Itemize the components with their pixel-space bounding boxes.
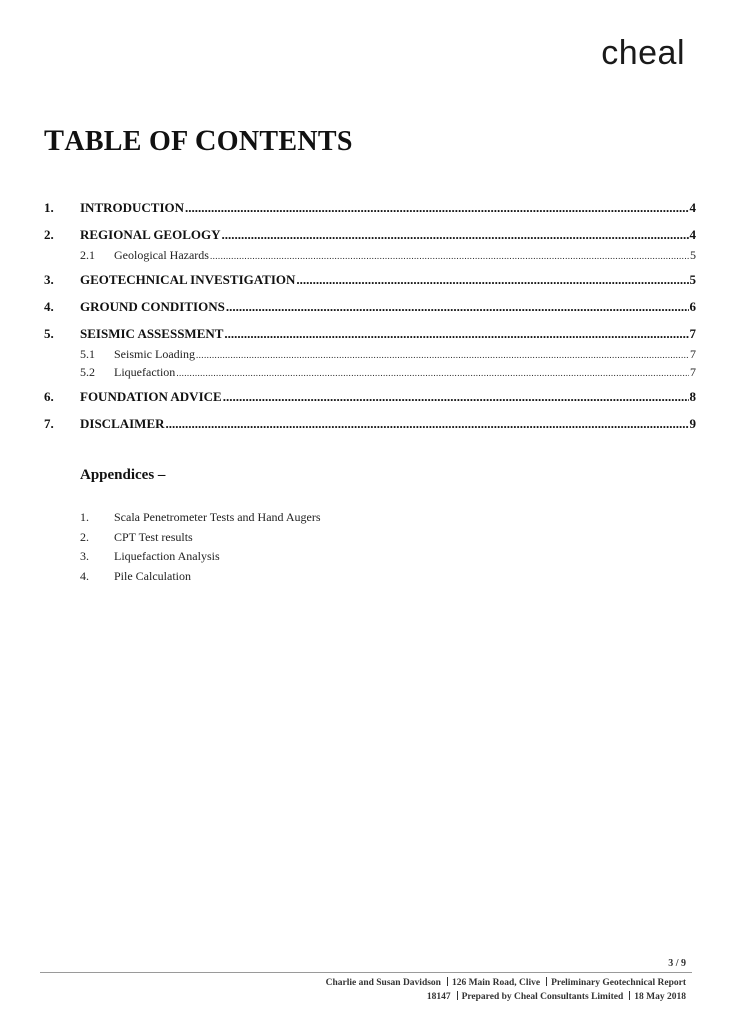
appendix-item (80, 530, 321, 550)
title-initial-2: C (194, 124, 217, 157)
toc-subentry-label: Liquefaction (114, 365, 176, 379)
appendix-item (80, 569, 321, 589)
toc-entry-number: 3. (44, 272, 54, 287)
toc-entry-page: 9 (689, 416, 696, 431)
toc-entry-number: 5. (44, 326, 54, 341)
toc-entry-label: REGIONAL GEOLOGY (80, 227, 221, 242)
toc-entry-label: DISCLAIMER (80, 416, 165, 431)
footer-address: 126 Main Road, Clive (451, 978, 541, 988)
appendix-number: 3. (80, 549, 89, 564)
toc-subentry-label: Seismic Loading (114, 347, 195, 361)
toc-entry-page: 4 (689, 200, 696, 215)
toc-subentry-label: Geological Hazards (114, 248, 209, 262)
toc-entry-number: 7. (44, 416, 54, 431)
title-rest: ABLE OF (64, 126, 195, 157)
title-initial: T (44, 124, 65, 157)
toc-entry-number: 2. (44, 227, 54, 242)
toc-entry-label: INTRODUCTION (80, 200, 185, 215)
toc-leader-dots (176, 368, 689, 378)
appendix-label: Pile Calculation (114, 569, 191, 584)
toc-subentry[interactable] (44, 347, 696, 364)
toc-entry-label: GROUND CONDITIONS (80, 299, 225, 314)
toc-leader-dots (296, 272, 688, 288)
toc-subentry-number: 5.1 (80, 347, 95, 361)
toc-entry-page: 6 (689, 299, 696, 314)
toc-entry-page: 8 (689, 389, 696, 404)
toc-entry-number: 4. (44, 299, 54, 314)
appendix-label: Liquefaction Analysis (114, 549, 220, 564)
toc-leader-dots (223, 389, 689, 405)
toc-leader-dots (196, 350, 689, 360)
toc-entry-number: 6. (44, 389, 54, 404)
toc-entry-page: 4 (689, 227, 696, 242)
toc-entry-number: 1. (44, 200, 54, 215)
toc-entry-label: SEISMIC ASSESSMENT (80, 326, 224, 341)
toc-entry[interactable] (44, 200, 696, 218)
toc-subentry-page: 7 (690, 347, 696, 361)
appendix-number: 4. (80, 569, 89, 584)
toc-entry-page: 7 (689, 326, 696, 341)
page-title (44, 124, 353, 158)
footer-client: Charlie and Susan Davidson (325, 978, 441, 988)
toc-entry[interactable] (44, 299, 696, 317)
table-of-contents (44, 200, 696, 443)
toc-subentry-page: 7 (690, 365, 696, 379)
toc-subentry-page: 5 (690, 248, 696, 262)
footer-separator (457, 991, 458, 1000)
appendix-label: CPT Test results (114, 529, 193, 544)
toc-subentry[interactable] (44, 248, 696, 265)
toc-leader-dots (222, 227, 689, 243)
toc-entry[interactable] (44, 326, 696, 344)
toc-entry[interactable] (44, 272, 696, 290)
toc-entry[interactable] (44, 227, 696, 245)
footer-line-2 (427, 991, 686, 1002)
appendix-number: 1. (80, 510, 89, 524)
footer-date: 18 May 2018 (634, 992, 686, 1002)
toc-entry-label: GEOTECHNICAL INVESTIGATION (80, 272, 296, 287)
toc-entry-label: FOUNDATION ADVICE (80, 389, 222, 404)
toc-subentry-number: 2.1 (80, 248, 95, 262)
footer-job: 18147 (426, 992, 451, 1002)
footer-separator (629, 991, 630, 1000)
footer-prepared: Prepared by Cheal Consultants Limited (461, 992, 624, 1002)
appendices-title: Appendices – (80, 467, 166, 483)
toc-entry[interactable] (44, 389, 696, 407)
appendix-number: 2. (80, 529, 89, 544)
appendix-item (80, 549, 321, 569)
appendix-item (80, 510, 321, 530)
cheal-logo (601, 34, 685, 73)
toc-leader-dots (224, 326, 688, 342)
appendices-list (80, 510, 321, 589)
footer-report: Preliminary Geotechnical Report (551, 978, 686, 988)
logo-text: cheal (601, 34, 685, 72)
page-number: 3 / 9 (668, 958, 686, 969)
toc-entry-page: 5 (689, 272, 696, 287)
toc-subentry-number: 5.2 (80, 365, 95, 379)
footer-divider (40, 972, 692, 973)
title-rest-2: ONTENTS (216, 126, 353, 157)
toc-leader-dots (210, 251, 689, 261)
appendix-label: Scala Penetrometer Tests and Hand Augers (114, 510, 321, 524)
toc-leader-dots (166, 416, 689, 432)
footer-separator (546, 977, 547, 986)
footer-separator (447, 977, 448, 986)
toc-subentry[interactable] (44, 365, 696, 382)
toc-leader-dots (226, 299, 689, 315)
toc-entry[interactable] (44, 416, 696, 434)
toc-leader-dots (185, 200, 688, 216)
footer-line-1 (326, 977, 686, 988)
